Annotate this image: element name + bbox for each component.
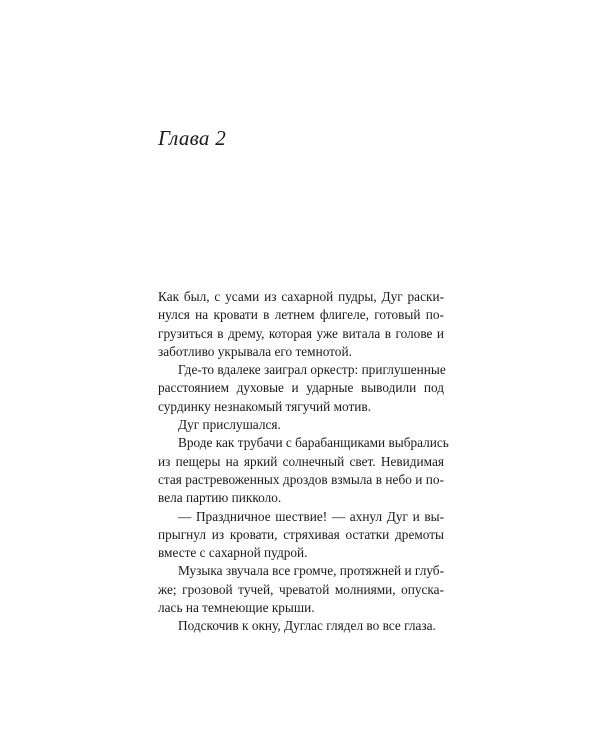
text-line: расстоянием духовые и ударные выводили под <box>158 380 444 396</box>
text-line: нулся на кровати в летнем флигеле, готовый по- <box>158 307 444 323</box>
paragraph <box>158 361 444 416</box>
text-line: лась на темнеющие крыши. <box>158 600 315 616</box>
paragraph <box>158 617 444 635</box>
text-line: Подскочив к окну, Дуглас глядел во все глаза. <box>178 618 436 634</box>
text-line: же; грозовой тучей, чреватой молниями, опуска- <box>158 581 444 597</box>
paragraph <box>158 416 444 434</box>
text-line: сурдинку незнакомый тягучий мотив. <box>158 398 372 414</box>
paragraph <box>158 508 444 563</box>
text-line: Музыка звучала все громче, протяжней и глуб- <box>178 563 444 579</box>
paragraph <box>158 434 449 507</box>
text-line: грузиться в дрему, которая уже витала в голове и <box>158 325 444 341</box>
text-line: вместе с сахарной пудрой. <box>158 545 308 561</box>
text-line: прыгнул из кровати, стряхивая остатки дремоты <box>158 526 444 542</box>
text-line: Как был, с усами из сахарной пудры, Дуг раски- <box>158 289 444 304</box>
text-line: — Праздничное шествие! — ахнул Дуг и вы- <box>178 508 444 524</box>
text-line: Вроде как трубачи с барабанщиками выбрались <box>178 435 449 451</box>
text-line: заботливо укрывала его темнотой. <box>158 343 352 359</box>
paragraph <box>158 562 444 617</box>
chapter-title: Глава 2 <box>158 126 227 150</box>
text-line: Дуг прислушался. <box>178 417 281 433</box>
text-line: Где-то вдалеке заиграл оркестр: приглушенные <box>178 362 446 378</box>
paragraph <box>158 288 444 361</box>
text-line: из пещеры на яркий солнечный свет. Невидимая <box>158 453 444 469</box>
chapter-body <box>158 288 449 636</box>
text-line: стая растревоженных дроздов взмыла в небо и по- <box>158 471 444 487</box>
text-line: вела партию пикколо. <box>158 490 282 506</box>
